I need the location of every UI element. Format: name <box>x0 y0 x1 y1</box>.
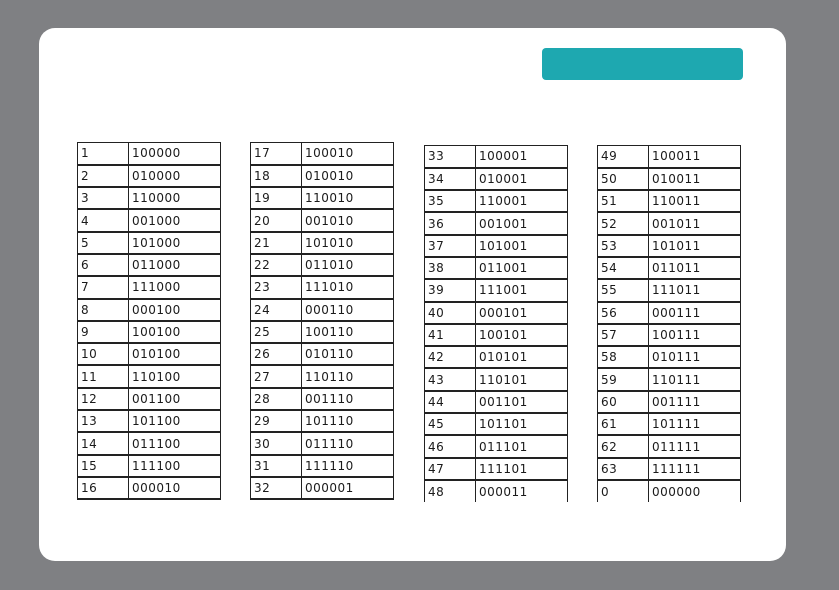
table-row <box>425 458 568 480</box>
table-row <box>598 257 741 279</box>
row-number: 32 <box>251 477 302 499</box>
row-number: 18 <box>251 165 302 187</box>
row-number: 19 <box>251 187 302 209</box>
table-row <box>425 413 568 435</box>
binary-code: 001101 <box>476 391 568 413</box>
row-number: 24 <box>251 299 302 321</box>
table-row <box>425 480 568 502</box>
binary-code: 101110 <box>302 410 394 432</box>
binary-code: 011110 <box>302 432 394 454</box>
binary-code: 101010 <box>302 232 394 254</box>
binary-code: 001100 <box>129 388 221 410</box>
table-row <box>251 299 394 321</box>
binary-code: 010010 <box>302 165 394 187</box>
binary-code: 000101 <box>476 302 568 324</box>
binary-code: 010101 <box>476 346 568 368</box>
row-number: 33 <box>425 146 476 168</box>
row-number: 48 <box>425 480 476 502</box>
table-row <box>598 435 741 457</box>
row-number: 36 <box>425 212 476 234</box>
row-number: 60 <box>598 391 649 413</box>
table-row <box>78 299 221 321</box>
binary-code: 011100 <box>129 432 221 454</box>
row-number: 29 <box>251 410 302 432</box>
row-number: 52 <box>598 212 649 234</box>
table-row <box>598 190 741 212</box>
row-number: 27 <box>251 365 302 387</box>
binary-code: 100100 <box>129 321 221 343</box>
table-row <box>598 458 741 480</box>
binary-code: 100001 <box>476 146 568 168</box>
binary-code: 011011 <box>649 257 741 279</box>
row-number: 1 <box>78 143 129 165</box>
binary-code: 001000 <box>129 209 221 231</box>
row-number: 15 <box>78 455 129 477</box>
table-row <box>425 302 568 324</box>
binary-code: 111000 <box>129 276 221 298</box>
code-table-1 <box>77 142 221 500</box>
row-number: 44 <box>425 391 476 413</box>
table-row <box>78 477 221 499</box>
row-number: 30 <box>251 432 302 454</box>
binary-code: 010011 <box>649 168 741 190</box>
table-row <box>425 279 568 301</box>
binary-code: 000011 <box>476 480 568 502</box>
table-row <box>251 388 394 410</box>
binary-code: 000010 <box>129 477 221 499</box>
row-number: 56 <box>598 302 649 324</box>
table-row <box>425 391 568 413</box>
table-row <box>251 455 394 477</box>
row-number: 5 <box>78 232 129 254</box>
table-row <box>598 480 741 502</box>
table-row <box>425 190 568 212</box>
row-number: 21 <box>251 232 302 254</box>
table-row <box>251 321 394 343</box>
table-row <box>251 209 394 231</box>
row-number: 25 <box>251 321 302 343</box>
binary-code: 101011 <box>649 235 741 257</box>
binary-code: 110010 <box>302 187 394 209</box>
binary-code: 111010 <box>302 276 394 298</box>
row-number: 6 <box>78 254 129 276</box>
binary-code: 100010 <box>302 143 394 165</box>
row-number: 42 <box>425 346 476 368</box>
row-number: 28 <box>251 388 302 410</box>
row-number: 13 <box>78 410 129 432</box>
code-table-3 <box>424 145 568 502</box>
row-number: 22 <box>251 254 302 276</box>
table-row <box>78 232 221 254</box>
row-number: 26 <box>251 343 302 365</box>
binary-code: 101111 <box>649 413 741 435</box>
table-row <box>425 212 568 234</box>
row-number: 46 <box>425 435 476 457</box>
row-number: 8 <box>78 299 129 321</box>
table-row <box>598 391 741 413</box>
row-number: 14 <box>78 432 129 454</box>
table-row <box>251 165 394 187</box>
row-number: 3 <box>78 187 129 209</box>
binary-code: 100011 <box>649 146 741 168</box>
row-number: 58 <box>598 346 649 368</box>
table-row <box>425 435 568 457</box>
table-row <box>78 276 221 298</box>
table-row <box>251 254 394 276</box>
table-row <box>251 276 394 298</box>
binary-code: 101001 <box>476 235 568 257</box>
row-number: 17 <box>251 143 302 165</box>
row-number: 49 <box>598 146 649 168</box>
table-row <box>425 346 568 368</box>
table-row <box>78 143 221 165</box>
table-row <box>251 410 394 432</box>
table-row <box>78 321 221 343</box>
binary-code: 011001 <box>476 257 568 279</box>
row-number: 62 <box>598 435 649 457</box>
table-row <box>78 455 221 477</box>
binary-code: 010110 <box>302 343 394 365</box>
binary-code: 000100 <box>129 299 221 321</box>
binary-code: 001001 <box>476 212 568 234</box>
header-accent-bar <box>542 48 743 80</box>
code-table-2 <box>250 142 394 500</box>
binary-code: 111111 <box>649 458 741 480</box>
table-row <box>251 143 394 165</box>
binary-code: 010000 <box>129 165 221 187</box>
table-row <box>78 388 221 410</box>
binary-code: 111011 <box>649 279 741 301</box>
binary-code: 111110 <box>302 455 394 477</box>
table-row <box>425 368 568 390</box>
row-number: 9 <box>78 321 129 343</box>
row-number: 38 <box>425 257 476 279</box>
table-row <box>425 168 568 190</box>
table-row <box>598 346 741 368</box>
row-number: 45 <box>425 413 476 435</box>
row-number: 59 <box>598 368 649 390</box>
row-number: 43 <box>425 368 476 390</box>
binary-code: 000111 <box>649 302 741 324</box>
binary-code: 101101 <box>476 413 568 435</box>
binary-code: 010001 <box>476 168 568 190</box>
table-row <box>598 168 741 190</box>
binary-code: 110011 <box>649 190 741 212</box>
table-row <box>598 235 741 257</box>
row-number: 61 <box>598 413 649 435</box>
binary-code: 100110 <box>302 321 394 343</box>
binary-code: 100111 <box>649 324 741 346</box>
binary-code: 011111 <box>649 435 741 457</box>
table-row <box>598 413 741 435</box>
row-number: 54 <box>598 257 649 279</box>
row-number: 41 <box>425 324 476 346</box>
binary-code: 100000 <box>129 143 221 165</box>
row-number: 11 <box>78 365 129 387</box>
binary-code: 110111 <box>649 368 741 390</box>
row-number: 63 <box>598 458 649 480</box>
table-row <box>78 410 221 432</box>
table-row <box>78 432 221 454</box>
table-row <box>78 187 221 209</box>
table-row <box>251 477 394 499</box>
row-number: 39 <box>425 279 476 301</box>
row-number: 37 <box>425 235 476 257</box>
row-number: 34 <box>425 168 476 190</box>
binary-code: 110000 <box>129 187 221 209</box>
table-row <box>598 279 741 301</box>
row-number: 51 <box>598 190 649 212</box>
table-row <box>251 432 394 454</box>
table-row <box>425 324 568 346</box>
table-row <box>78 343 221 365</box>
binary-code: 001111 <box>649 391 741 413</box>
binary-code: 111001 <box>476 279 568 301</box>
row-number: 0 <box>598 480 649 502</box>
row-number: 50 <box>598 168 649 190</box>
binary-code: 110110 <box>302 365 394 387</box>
binary-code: 001011 <box>649 212 741 234</box>
binary-code: 011000 <box>129 254 221 276</box>
binary-code: 000000 <box>649 480 741 502</box>
table-row <box>78 209 221 231</box>
binary-code: 011101 <box>476 435 568 457</box>
table-row <box>251 365 394 387</box>
binary-code: 111100 <box>129 455 221 477</box>
row-number: 12 <box>78 388 129 410</box>
table-row <box>598 212 741 234</box>
binary-code: 101100 <box>129 410 221 432</box>
row-number: 53 <box>598 235 649 257</box>
row-number: 16 <box>78 477 129 499</box>
row-number: 40 <box>425 302 476 324</box>
binary-code: 110101 <box>476 368 568 390</box>
row-number: 23 <box>251 276 302 298</box>
table-row <box>251 343 394 365</box>
table-row <box>598 146 741 168</box>
binary-code: 001010 <box>302 209 394 231</box>
table-row <box>425 257 568 279</box>
table-row <box>598 368 741 390</box>
row-number: 55 <box>598 279 649 301</box>
table-row <box>78 165 221 187</box>
binary-code: 011010 <box>302 254 394 276</box>
table-row <box>78 254 221 276</box>
table-row <box>598 324 741 346</box>
binary-code: 000001 <box>302 477 394 499</box>
table-row <box>251 232 394 254</box>
binary-code: 000110 <box>302 299 394 321</box>
binary-code: 111101 <box>476 458 568 480</box>
binary-code: 010100 <box>129 343 221 365</box>
table-row <box>425 146 568 168</box>
row-number: 57 <box>598 324 649 346</box>
binary-code: 110001 <box>476 190 568 212</box>
table-row <box>598 302 741 324</box>
row-number: 31 <box>251 455 302 477</box>
table-row <box>78 365 221 387</box>
binary-code: 101000 <box>129 232 221 254</box>
binary-code: 001110 <box>302 388 394 410</box>
binary-code: 010111 <box>649 346 741 368</box>
binary-code: 100101 <box>476 324 568 346</box>
code-table-4 <box>597 145 741 502</box>
table-row <box>251 187 394 209</box>
row-number: 35 <box>425 190 476 212</box>
binary-code: 110100 <box>129 365 221 387</box>
row-number: 47 <box>425 458 476 480</box>
row-number: 20 <box>251 209 302 231</box>
table-row <box>425 235 568 257</box>
row-number: 2 <box>78 165 129 187</box>
row-number: 4 <box>78 209 129 231</box>
row-number: 7 <box>78 276 129 298</box>
row-number: 10 <box>78 343 129 365</box>
